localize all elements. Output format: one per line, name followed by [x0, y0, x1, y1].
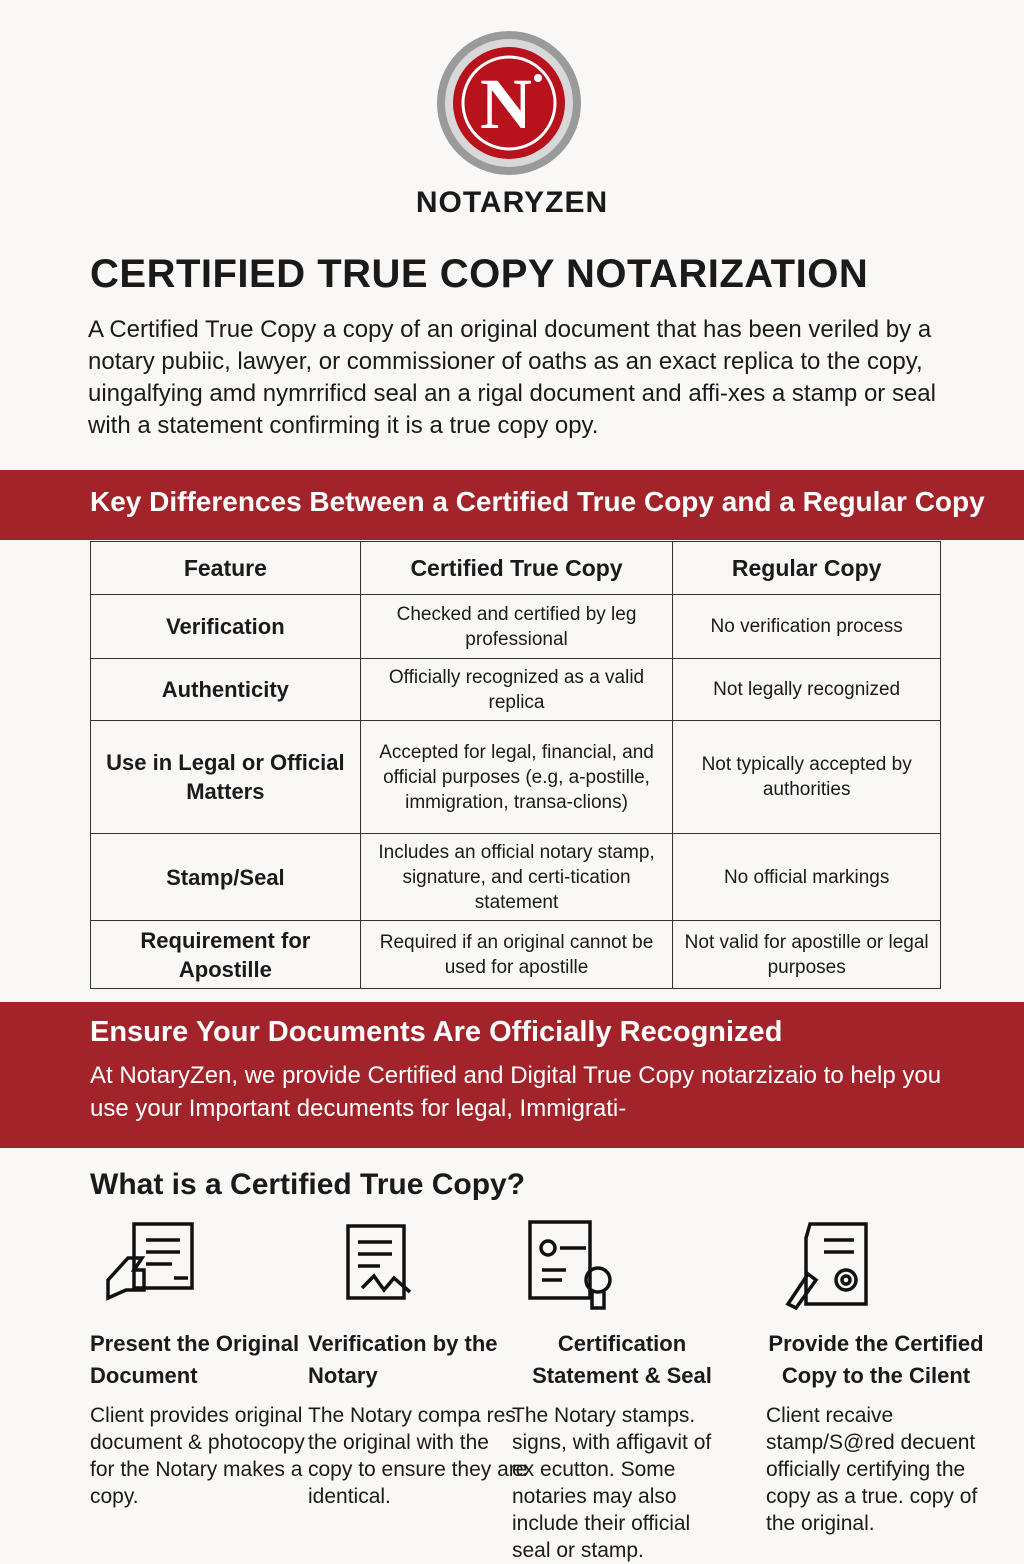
- feature-cell: Authenticity: [91, 659, 361, 721]
- step-text: Client recaive stamp/S@red decuent officially certifying the copy as a true. copy of the original.: [766, 1404, 978, 1535]
- cta-text: At NotaryZen, we provide Certified and Digital True Copy notarzizaio to help you use your Important decuments for legal, Immigrati-: [90, 1062, 942, 1122]
- table-row: [91, 834, 941, 921]
- certificate-seal-icon: [526, 1218, 618, 1310]
- table-row: [91, 659, 941, 721]
- step-text: The Notary stamps. signs, with affigavit of ex ecutton. Some notaries may also include their official seal or stamp.: [512, 1404, 712, 1562]
- feature-cell: Use in Legal or Official Matters: [91, 721, 361, 834]
- intro-text: A Certified True Copy a copy of an original document that has been veriled by a notary pubiic, lawyer, or commissioner of oaths as an exact replica to the copy, uingalfying amd nymrrificd seal an a rigal document and affi-xes a stamp or seal with a statement confirming it is a true copy opy.: [88, 316, 936, 439]
- step-certification: [512, 1218, 732, 1564]
- regular-cell: Not legally recognized: [673, 659, 941, 721]
- table-header: [91, 542, 941, 595]
- svg-text:N: N: [480, 64, 532, 144]
- step-title: Provide the Certified Copy to the Cilent: [768, 1331, 984, 1388]
- regular-cell: Not typically accepted by authorities: [673, 721, 941, 834]
- table-row: [91, 921, 941, 989]
- certified-cell: Required if an original cannot be used for apostille: [360, 921, 673, 989]
- feature-cell: Stamp/Seal: [91, 834, 361, 921]
- feature-cell: Requirement for Apostille: [91, 921, 361, 989]
- step-title: Verification by the Notary: [308, 1331, 498, 1388]
- document-signature-icon: [322, 1218, 414, 1310]
- step-provide: [766, 1218, 986, 1537]
- regular-cell: No verification process: [673, 595, 941, 659]
- differences-table: [90, 541, 941, 989]
- signed-document-icon: [780, 1218, 872, 1310]
- step-present: [90, 1218, 310, 1510]
- step-text: Client provides original document & photocopy for the Notary makes a copy.: [90, 1404, 305, 1508]
- certified-cell: Accepted for legal, financial, and official purposes (e.g, a-postille, immigration, transa-clions): [360, 721, 673, 834]
- cta-banner: [0, 1002, 1024, 1148]
- page-title: CERTIFIED TRUE COPY NOTARIZATION: [90, 252, 869, 296]
- cta-heading: Ensure Your Documents Are Officially Recognized: [90, 1016, 783, 1048]
- column-header: Regular Copy: [673, 542, 941, 595]
- certified-cell: Officially recognized as a valid replica: [360, 659, 673, 721]
- differences-heading: Key Differences Between a Certified True Copy and a Regular Copy: [0, 470, 1024, 540]
- regular-cell: Not valid for apostille or legal purposes: [673, 921, 941, 989]
- step-text: The Notary compa res the original with the copy to ensure they are identical.: [308, 1404, 528, 1508]
- process-heading: What is a Certified True Copy?: [90, 1168, 526, 1201]
- hand-document-icon: [104, 1218, 196, 1310]
- table-row: [91, 595, 941, 659]
- regular-cell: No official markings: [673, 834, 941, 921]
- column-header: Feature: [91, 542, 361, 595]
- step-title: Present the Original Document: [90, 1331, 300, 1388]
- table-row: [91, 721, 941, 834]
- certified-cell: Includes an official notary stamp, signature, and certi-tication statement: [360, 834, 673, 921]
- step-verification: [308, 1218, 528, 1510]
- feature-cell: Verification: [91, 595, 361, 659]
- column-header: Certified True Copy: [360, 542, 673, 595]
- notaryzen-logo: [434, 28, 584, 178]
- certified-cell: Checked and certified by leg professional: [360, 595, 673, 659]
- brand-name: NOTARYZEN: [415, 186, 609, 219]
- step-title: Certification Statement & Seal: [532, 1331, 712, 1388]
